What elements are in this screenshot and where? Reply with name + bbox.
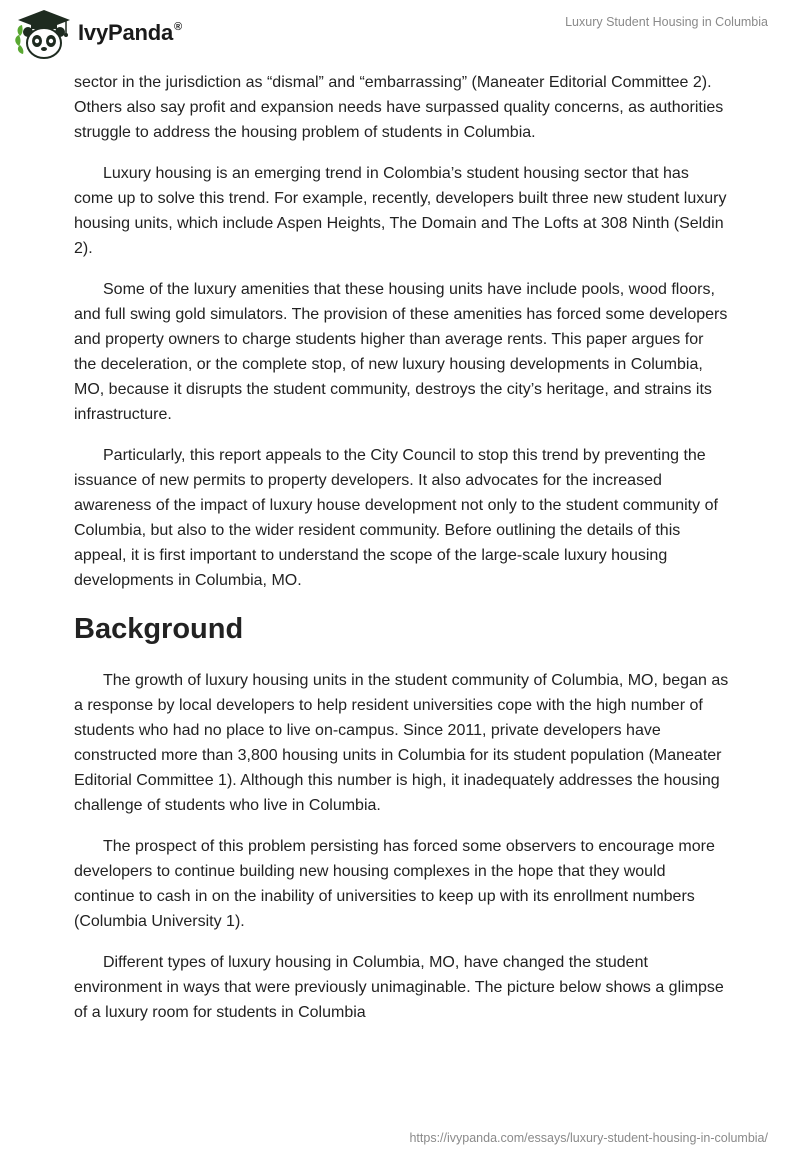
essay-content [74,70,730,1041]
paragraph: Particularly, this report appeals to the City Council to stop this trend by preventing the issuance of new permits to property developers. It also advocates for the increased awareness of the impact of luxury house development not only to the student community of Columbia, but also to the wider resident community. Before outlining the details of this appeal, it is first important to understand the scope of the large-scale luxury housing developments in Columbia, MO. [74,447,718,589]
paragraph: The growth of luxury housing units in the student community of Columbia, MO, began as a response by local developers to help resident universities cope with the high number of students who had no place to live on-campus. Since 2011, private developers have constructed more than 3,800 housing units in Columbia for its student population (Maneater Editorial Committee 1). Although this number is high, it inadequately addresses the housing challenge of students who live in Columbia. [74,672,729,814]
section-heading-background: Background [74,613,244,645]
footer-url[interactable]: https://ivypanda.com/essays/luxury-student-housing-in-columbia/ [409,1131,768,1145]
paragraph: Luxury housing is an emerging trend in Colombia’s student housing sector that has come up to solve this trend. For example, recently, developers built three new student luxury housing units, which include Aspen Heights, The Domain and The Lofts at 308 Ninth (Seldin 2). [74,165,727,257]
page-header [0,0,800,70]
paragraph: Some of the luxury amenities that these housing units have include pools, wood floors, and full swing gold simulators. The provision of these amenities has forced some developers and property owners to charge students higher than average rents. This paper argues for the deceleration, or the complete stop, of new luxury housing developments in Columbia, MO, because it disrupts the student community, destroys the city’s heritage, and strains its infrastructure. [74,281,728,423]
brand-name[interactable] [78,20,182,46]
document-title: Luxury Student Housing in Columbia [565,15,768,29]
registered-mark: ® [174,20,182,33]
brand-name-text: IvyPanda [78,20,174,45]
paragraph-continued: sector in the jurisdiction as “dismal” and “embarrassing” (Maneater Editorial Committee 2). Others also say profit and expansion needs have surpassed quality concerns, as authorities struggle to address the housing problem of students in Columbia. [74,74,724,141]
ivypanda-logo-icon[interactable] [14,8,74,60]
paragraph: The prospect of this problem persisting has forced some observers to encourage more developers to continue building new housing complexes in the hope that they would continue to cash in on the inability of universities to keep up with its enrollment numbers (Columbia University 1). [74,838,715,930]
paragraph: Different types of luxury housing in Columbia, MO, have changed the student environment in ways that were previously unimaginable. The picture below shows a glimpse of a luxury room for students in Columbia [74,954,724,1021]
